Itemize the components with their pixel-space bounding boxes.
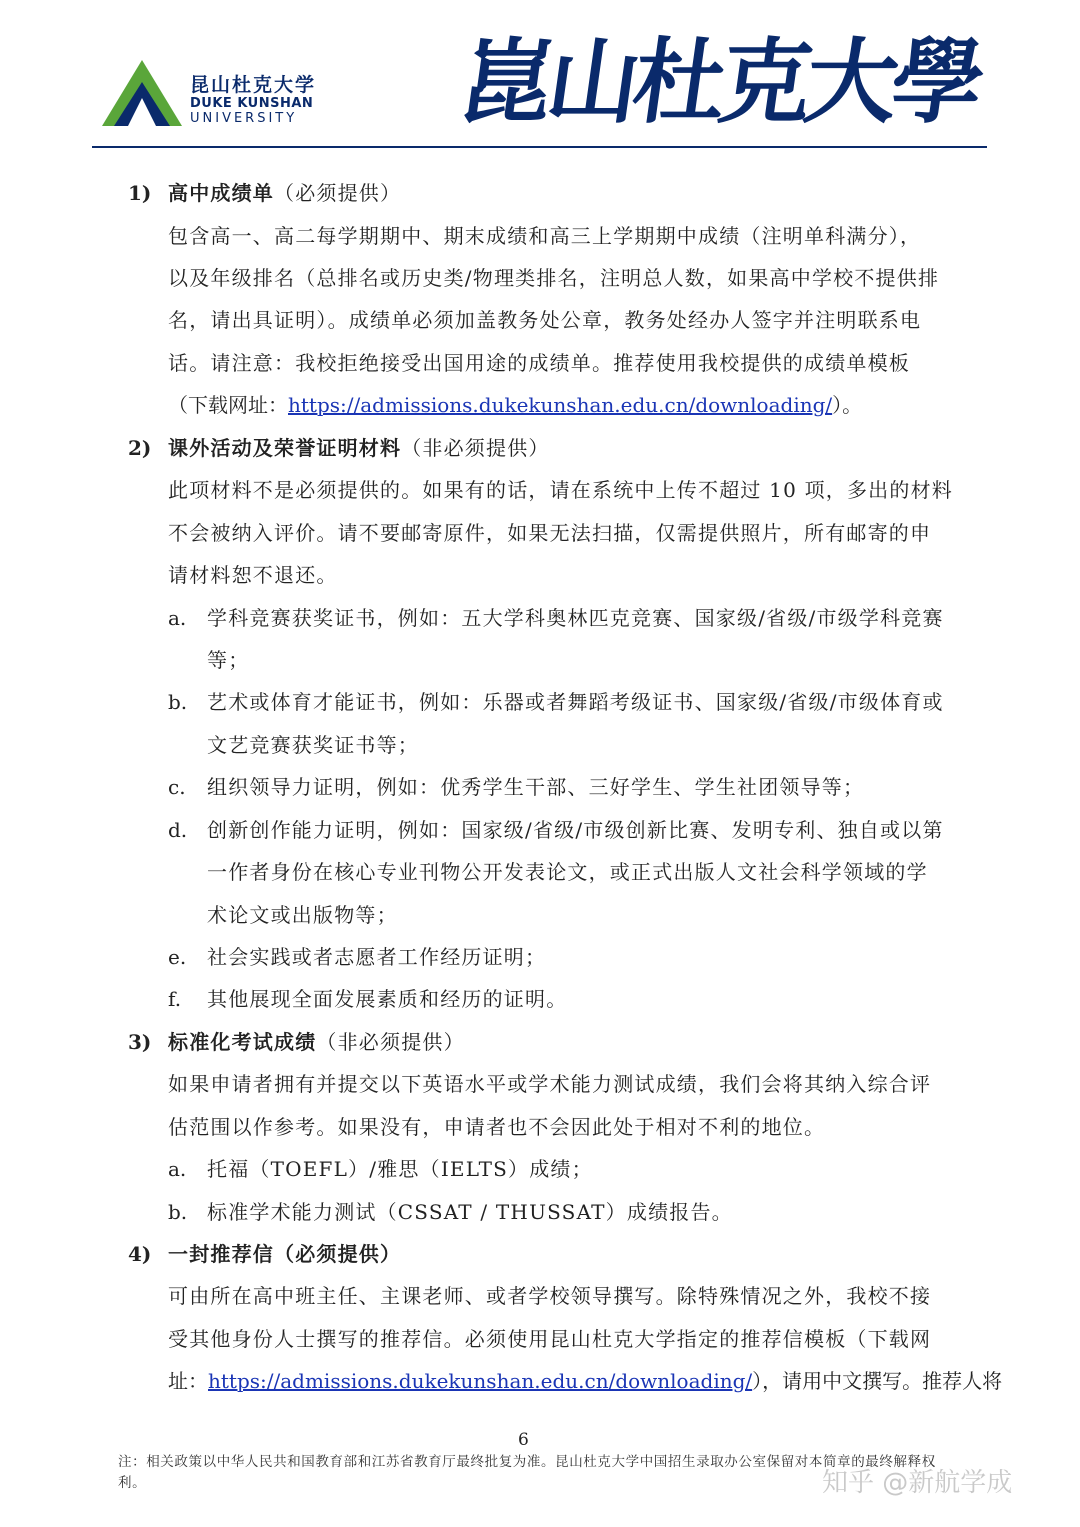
- section-2-number: 2): [128, 436, 152, 460]
- section-1-line: 话。请注意：我校拒绝接受出国用途的成绩单。推荐使用我校提供的成绩单模板: [168, 351, 910, 375]
- list-item: 学科竞赛获奖证书，例如：五大学科奥林匹克竞赛、国家级/省级/市级学科竞赛: [207, 606, 944, 630]
- item-letter: a.: [168, 1157, 187, 1181]
- section-1-heading: [168, 178, 401, 208]
- item-letter: c.: [168, 775, 186, 799]
- logo-english-line2: UNIVERSITY: [190, 111, 298, 126]
- download-link[interactable]: https://admissions.dukekunshan.edu.cn/downloading/: [288, 393, 833, 417]
- section-4-heading: [168, 1239, 401, 1269]
- section-2-heading: [168, 433, 550, 463]
- link-prefix: 址：: [168, 1369, 208, 1393]
- list-item: 文艺竞赛获奖证书等；: [207, 733, 419, 757]
- logo-text: [190, 74, 316, 126]
- section-1-line: 名，请出具证明）。成绩单必须加盖教务处公章，教务处经办人签字并注明联系电: [168, 308, 922, 332]
- section-3-note: （非必须提供）: [316, 1030, 465, 1054]
- item-letter: b.: [168, 1200, 188, 1224]
- list-item: 其他展现全面发展素质和经历的证明。: [207, 987, 568, 1011]
- section-1-number: 1): [128, 181, 152, 205]
- section-3-number: 3): [128, 1030, 152, 1054]
- link-suffix: ）。: [832, 393, 863, 417]
- item-letter: d.: [168, 818, 188, 842]
- link-suffix: ），请用中文撰写。推荐人将: [752, 1369, 1003, 1393]
- list-item: 托福（TOEFL）/雅思（IELTS）成绩；: [207, 1157, 593, 1181]
- section-1-line: 以及年级排名（总排名或历史类/物理类排名，注明总人数，如果高中学校不提供排: [168, 266, 940, 290]
- section-4-link-line: [168, 1366, 1002, 1396]
- section-2-note: （非必须提供）: [401, 436, 550, 460]
- list-item: 标准学术能力测试（CSSAT / THUSSAT）成绩报告。: [207, 1200, 733, 1224]
- list-item: 等；: [207, 648, 250, 672]
- section-3-title: 标准化考试成绩: [168, 1030, 317, 1054]
- section-2-title: 课外活动及荣誉证明材料: [168, 436, 402, 460]
- section-1-link-line: [168, 390, 862, 420]
- logo-chinese-name: 昆山杜克大学: [190, 74, 317, 96]
- download-link[interactable]: https://admissions.dukekunshan.edu.cn/downloading/: [208, 1369, 753, 1393]
- footnote: 注：相关政策以中华人民共和国教育部和江苏省教育厅最终批复为准。昆山杜克大学中国招生录取办公室保留对本简章的最终解释权利。: [118, 1454, 936, 1491]
- item-letter: e.: [168, 945, 187, 969]
- list-item: 社会实践或者志愿者工作经历证明；: [207, 945, 547, 969]
- section-2-line: 请材料恕不退还。: [168, 563, 338, 587]
- item-letter: b.: [168, 690, 188, 714]
- section-3-line: 估范围以作参考。如果没有，申请者也不会因此处于相对不利的地位。: [168, 1115, 826, 1139]
- item-letter: a.: [168, 606, 187, 630]
- section-1-note: （必须提供）: [274, 181, 402, 205]
- header-divider: [92, 146, 987, 148]
- section-1-line: 包含高一、高二每学期期中、期末成绩和高三上学期期中成绩（注明单科满分），: [168, 224, 922, 248]
- dku-logo-icon: [100, 58, 184, 128]
- section-2-line: 不会被纳入评价。请不要邮寄原件，如果无法扫描，仅需提供照片，所有邮寄的申: [168, 521, 932, 545]
- calligraphy-title: 崑山杜克大學: [454, 28, 986, 136]
- list-item: 术论文或出版物等；: [207, 903, 398, 927]
- page-number: 6: [518, 1430, 529, 1450]
- item-letter: f.: [168, 987, 182, 1011]
- section-4-title: 一封推荐信（必须提供）: [168, 1242, 402, 1266]
- page-header: [0, 0, 1080, 150]
- section-1-title: 高中成绩单: [168, 181, 274, 205]
- section-4-line: 受其他身份人士撰写的推荐信。必须使用昆山杜克大学指定的推荐信模板（下载网: [168, 1327, 932, 1351]
- list-item: 创新创作能力证明，例如：国家级/省级/市级创新比赛、发明专利、独自或以第: [207, 818, 944, 842]
- link-prefix: （下载网址：: [168, 393, 288, 417]
- list-item: 艺术或体育才能证书，例如：乐器或者舞蹈考级证书、国家级/省级/市级体育或: [207, 690, 944, 714]
- list-item: 一作者身份在核心专业刊物公开发表论文，或正式出版人文社会科学领域的学: [207, 860, 928, 884]
- watermark: 知乎 @新航学成: [822, 1468, 1013, 1498]
- section-3-heading: [168, 1027, 465, 1057]
- logo-english-line1: DUKE KUNSHAN: [190, 96, 314, 111]
- section-4-line: 可由所在高中班主任、主课老师、或者学校领导撰写。除特殊情况之外，我校不接: [168, 1284, 932, 1308]
- section-3-line: 如果申请者拥有并提交以下英语水平或学术能力测试成绩，我们会将其纳入综合评: [168, 1072, 932, 1096]
- section-4-number: 4): [128, 1242, 152, 1266]
- section-2-line: 此项材料不是必须提供的。如果有的话，请在系统中上传不超过 10 项，多出的材料: [168, 478, 953, 502]
- list-item: 组织领导力证明，例如：优秀学生干部、三好学生、学生社团领导等；: [207, 775, 865, 799]
